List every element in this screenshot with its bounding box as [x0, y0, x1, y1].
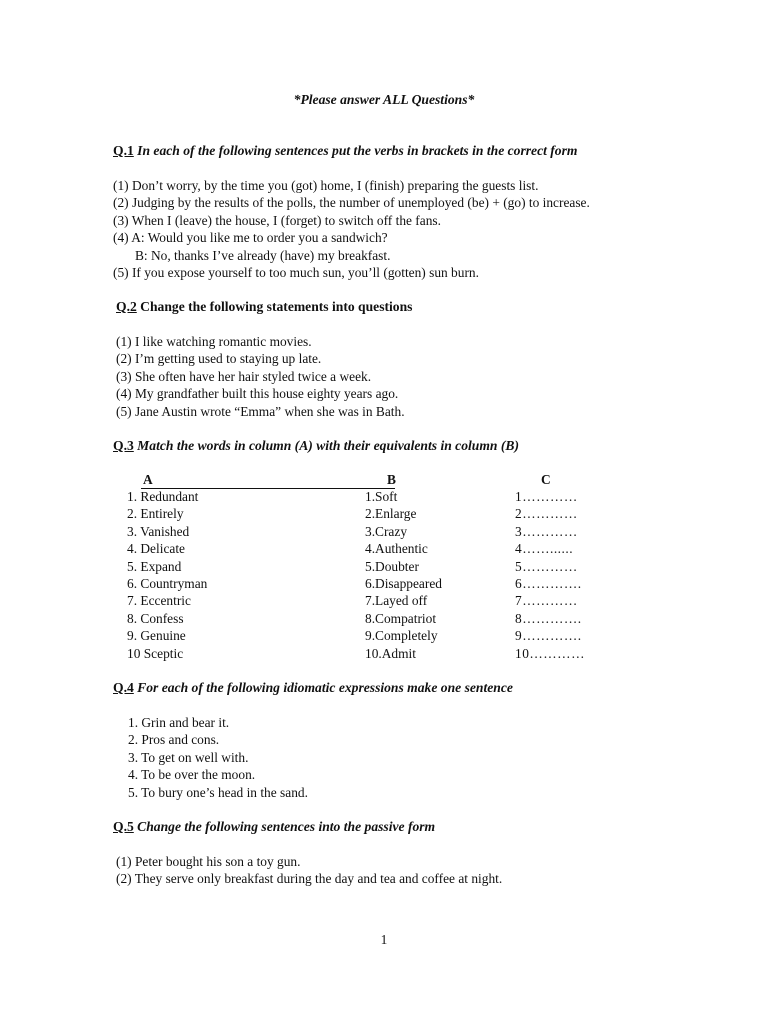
q4-expression: 1. Grin and bear it. — [128, 715, 230, 730]
q2-statement-list — [116, 333, 405, 420]
q1-sentence: (2) Judging by the results of the polls, the number of unemployed (be) + (go) to increase. — [113, 195, 590, 211]
column-c-answer-blank: 7………… — [515, 593, 578, 609]
q2-heading — [116, 299, 412, 315]
table-row — [113, 489, 633, 506]
column-a-cell: 1. Redundant — [127, 489, 199, 504]
column-b-cell: 4.Authentic — [365, 541, 428, 557]
column-c-answer-blank: 9…………. — [515, 628, 582, 644]
table-row — [113, 559, 633, 576]
q2-statement: (5) Jane Austin wrote “Emma” when she was in Bath. — [116, 403, 405, 419]
column-c-answer-blank: 8…………. — [515, 610, 582, 626]
q5-sentence: (2) They serve only breakfast during the day and tea and coffee at night. — [116, 871, 503, 887]
column-a-cell: 5. Expand — [127, 558, 182, 574]
column-c-answer-blank: 4……...... — [515, 541, 574, 557]
page-number: 1 — [380, 932, 388, 947]
column-b-header: B — [387, 472, 396, 487]
q1-instruction: In each of the following sentences put the verbs in brackets in the correct form — [133, 143, 578, 158]
column-a-cell: 10 Sceptic — [127, 645, 184, 661]
column-c-answer-blank: 5………… — [515, 558, 578, 574]
q5-instruction: Change the following sentences into the passive form — [133, 819, 436, 834]
q4-expression: 4. To be over the moon. — [128, 767, 256, 783]
q4-number: Q.4 — [113, 680, 134, 695]
column-c-answer-blank: 10………… — [515, 645, 585, 661]
q3-instruction: Match the words in column (A) with their equivalents in column (B) — [133, 438, 519, 453]
column-b-cell: 6.Disappeared — [365, 575, 442, 591]
table-row — [113, 541, 633, 558]
q4-instruction: For each of the following idiomatic expressions make one sentence — [133, 680, 513, 695]
column-c-answer-blank: 3………… — [515, 523, 578, 539]
table-row — [113, 628, 633, 645]
table-row — [113, 524, 633, 541]
column-a-cell: 6. Countryman — [127, 575, 208, 591]
table-row — [113, 611, 633, 628]
column-c-answer-blank: 6…………. — [515, 575, 582, 591]
column-a-cell: 9. Genuine — [127, 628, 186, 644]
q5-sentence-list — [116, 853, 502, 888]
q2-statement: (4) My grandfather built this house eighty years ago. — [116, 386, 399, 402]
q2-statement: (2) I’m getting used to staying up late. — [116, 351, 322, 367]
column-b-cell: 10.Admit — [365, 645, 416, 661]
column-c-header: C — [541, 472, 551, 487]
q1-number: Q.1 — [113, 143, 134, 158]
column-a-header: A — [143, 472, 153, 487]
q1-sentence: (3) When I (leave) the house, I (forget) to switch off the fans. — [113, 212, 441, 228]
q3-column-headers — [113, 472, 633, 489]
q2-statement: (1) I like watching romantic movies. — [116, 334, 312, 349]
column-b-cell: 8.Compatriot — [365, 610, 437, 626]
q2-instruction: Change the following statements into questions — [136, 299, 413, 314]
q5-heading — [113, 819, 435, 835]
q4-expression: 3. To get on well with. — [128, 749, 249, 765]
page-title: *Please answer ALL Questions* — [293, 92, 475, 107]
column-a-cell: 4. Delicate — [127, 541, 185, 557]
q5-number: Q.5 — [113, 819, 134, 834]
column-b-cell: 1.Soft — [365, 489, 398, 504]
q3-heading — [113, 438, 519, 454]
column-b-cell: 9.Completely — [365, 628, 438, 644]
table-row — [113, 593, 633, 610]
q1-sentence: (5) If you expose yourself to too much sun, you’ll (gotten) sun burn. — [113, 265, 479, 281]
q5-sentence: (1) Peter bought his son a toy gun. — [116, 854, 301, 869]
q1-sentence-list — [113, 177, 590, 281]
table-row — [113, 576, 633, 593]
q4-heading — [113, 680, 513, 696]
q2-statement: (3) She often have her hair styled twice a week. — [116, 368, 372, 384]
table-row — [113, 506, 633, 523]
column-c-answer-blank: 2………… — [515, 506, 578, 522]
q1-sentence: (1) Don’t worry, by the time you (got) home, I (finish) preparing the guests list. — [113, 178, 539, 193]
q1-sentence: (4) A: Would you like me to order you a sandwich? — [113, 230, 388, 246]
column-a-cell: 2. Entirely — [127, 506, 184, 522]
q4-expression: 5. To bury one’s head in the sand. — [128, 784, 308, 800]
column-b-cell: 3.Crazy — [365, 523, 408, 539]
q2-number: Q.2 — [116, 299, 137, 314]
q1-heading — [113, 143, 577, 159]
q4-expression: 2. Pros and cons. — [128, 732, 220, 748]
column-c-answer-blank: 1………… — [515, 489, 578, 504]
q3-number: Q.3 — [113, 438, 134, 453]
column-b-cell: 7.Layed off — [365, 593, 428, 609]
column-b-cell: 5.Doubter — [365, 558, 419, 574]
column-b-cell: 2.Enlarge — [365, 506, 417, 522]
column-a-cell: 7. Eccentric — [127, 593, 191, 609]
q4-expression-list — [128, 714, 308, 801]
column-a-cell: 8. Confess — [127, 610, 184, 626]
q1-sentence: B: No, thanks I’ve already (have) my breakfast. — [135, 247, 391, 263]
q3-match-table — [113, 472, 633, 663]
table-row — [113, 646, 633, 663]
column-a-cell: 3. Vanished — [127, 523, 190, 539]
